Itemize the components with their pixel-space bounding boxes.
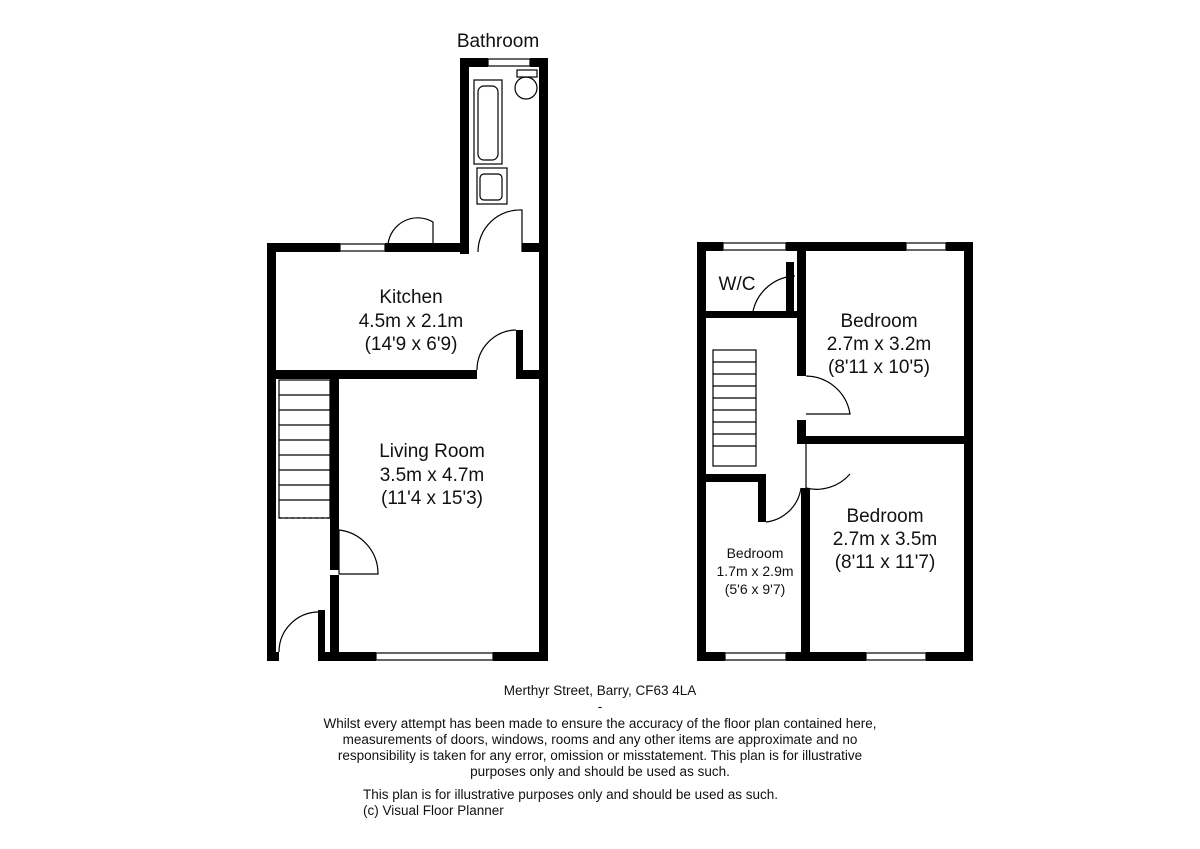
bathroom-label: Bathroom — [456, 31, 540, 52]
bedroom-2-label: Bedroom — [846, 506, 924, 527]
bedroom-2-metric: 2.7m x 3.5m — [832, 529, 938, 550]
bedroom-2-imperial: (8'11 x 11'7) — [834, 552, 936, 573]
kitchen-metric: 4.5m x 2.1m — [358, 311, 464, 332]
bedroom-1-metric: 2.7m x 3.2m — [826, 334, 932, 355]
bedroom-1-label: Bedroom — [840, 311, 918, 332]
bedroom-3-label: Bedroom — [726, 545, 784, 561]
disclaimer-line-4: purposes only and should be used as such. — [470, 764, 730, 779]
address: Merthyr Street, Barry, CF63 4LA — [503, 683, 697, 698]
wc-label: W/C — [718, 274, 756, 295]
living-room-label: Living Room — [379, 441, 485, 462]
ground-floor-fixtures — [279, 59, 537, 660]
illustrative-note: This plan is for illustrative purposes only and should be used as such. — [363, 787, 778, 802]
first-floor-walls — [697, 242, 973, 661]
ground-floor-walls — [267, 58, 548, 661]
disclaimer-line-1: Whilst every attempt has been made to ensure the accuracy of the floor plan contained here, — [323, 716, 877, 731]
living-room-imperial: (11'4 x 15'3) — [381, 488, 483, 509]
kitchen-label: Kitchen — [379, 287, 443, 308]
disclaimer-line-2: measurements of doors, windows, rooms and any other items are approximate and no — [342, 732, 858, 747]
bedroom-1-imperial: (8'11 x 10'5) — [828, 357, 930, 378]
copyright: (c) Visual Floor Planner — [363, 803, 504, 818]
address-dash: - — [597, 699, 603, 714]
bedroom-3-imperial: (5'6 x 9'7) — [724, 581, 786, 597]
kitchen-imperial: (14'9 x 6'9) — [364, 334, 458, 355]
disclaimer-line-3: responsibility is taken for any error, omission or misstatement. This plan is for illustrative — [337, 748, 863, 763]
first-floor-fixtures — [713, 243, 946, 660]
bedroom-3-metric: 1.7m x 2.9m — [716, 563, 794, 579]
living-room-metric: 3.5m x 4.7m — [379, 465, 485, 486]
